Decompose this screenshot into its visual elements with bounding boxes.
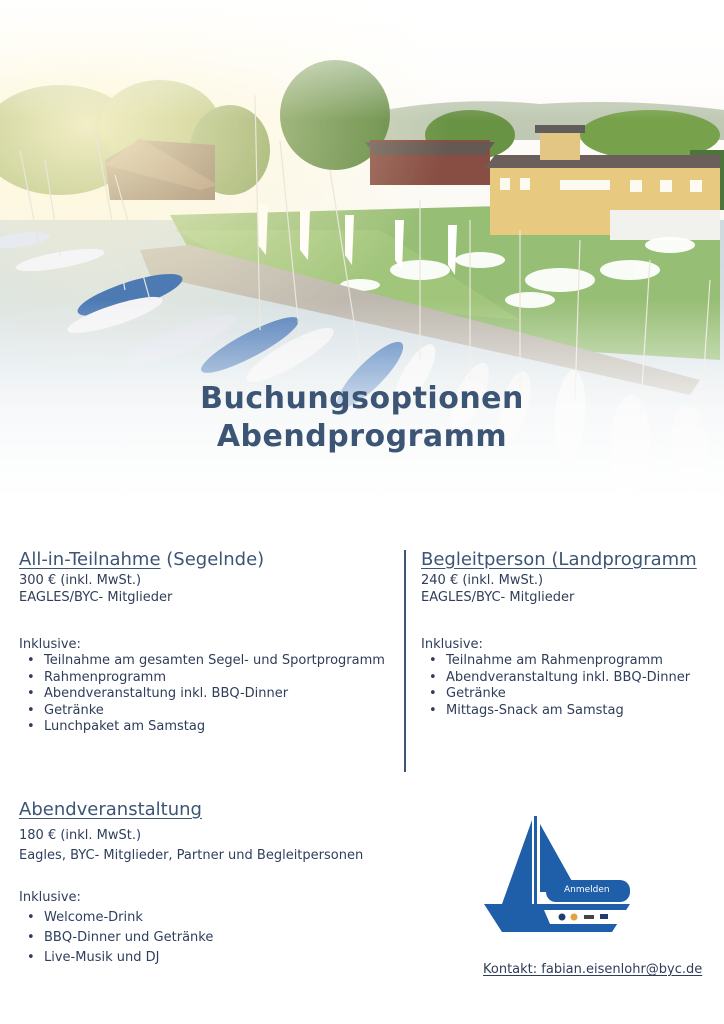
option-companion-heading [421, 548, 721, 572]
list-item: • Welcome-Drink [44, 908, 439, 928]
option-evening-items [19, 908, 439, 968]
title-line-2: Abendprogramm [216, 419, 508, 454]
option-all-in-heading [19, 548, 399, 572]
list-item: • Getränke [44, 703, 399, 720]
list-item: • BBQ-Dinner und Getränke [44, 928, 439, 948]
option-companion [421, 548, 721, 719]
list-item: • Abendveranstaltung inkl. BBQ-Dinner [44, 686, 399, 703]
contact-link[interactable]: Kontakt: fabian.eisenlohr@byc.de [483, 962, 703, 977]
title-line-1: Buchungsoptionen [200, 381, 524, 416]
option-evening-includes-label: Inklusive: [19, 890, 81, 905]
option-companion-includes-label: Inklusive: [421, 637, 483, 652]
option-all-in-includes-label: Inklusive: [19, 637, 81, 652]
option-companion-heading-underlined: Begleitperson (Landprogramm [421, 549, 697, 570]
option-evening-heading [19, 798, 439, 822]
option-all-in-heading-underlined: All-in-Teilnahme [19, 549, 161, 570]
register-button-label[interactable]: Anmelden [564, 885, 610, 895]
list-item: • Abendveranstaltung inkl. BBQ-Dinner [446, 670, 721, 687]
option-all-in-heading-rest: (Segelnde) [160, 549, 265, 570]
option-companion-price: 240 € (inkl. MwSt.) [421, 573, 544, 588]
option-all-in-audience: EAGLES/BYC- Mitglieder [19, 590, 173, 605]
sailboat-icon [480, 812, 640, 937]
option-companion-audience: EAGLES/BYC- Mitglieder [421, 590, 575, 605]
option-all-in-price: 300 € (inkl. MwSt.) [19, 573, 142, 588]
list-item: • Rahmenprogramm [44, 670, 399, 687]
list-item: • Lunchpaket am Samstag [44, 719, 399, 736]
register-sailboat-button[interactable] [480, 812, 640, 941]
option-all-in-items [19, 653, 399, 736]
option-evening-heading-text: Abendveranstaltung [19, 799, 202, 820]
page-title [0, 380, 724, 456]
column-divider [404, 550, 406, 772]
option-evening [19, 798, 439, 968]
option-evening-audience: Eagles, BYC- Mitglieder, Partner und Begleitpersonen [19, 848, 364, 863]
option-evening-price: 180 € (inkl. MwSt.) [19, 828, 142, 843]
list-item: • Teilnahme am Rahmenprogramm [446, 653, 721, 670]
list-item: • Getränke [446, 686, 721, 703]
list-item: • Mittags-Snack am Samstag [446, 703, 721, 720]
list-item: • Live-Musik und DJ [44, 948, 439, 968]
option-companion-items [421, 653, 721, 719]
list-item: • Teilnahme am gesamten Segel- und Sportprogramm [44, 653, 399, 670]
hero-photo [0, 0, 724, 500]
option-all-in [19, 548, 399, 736]
